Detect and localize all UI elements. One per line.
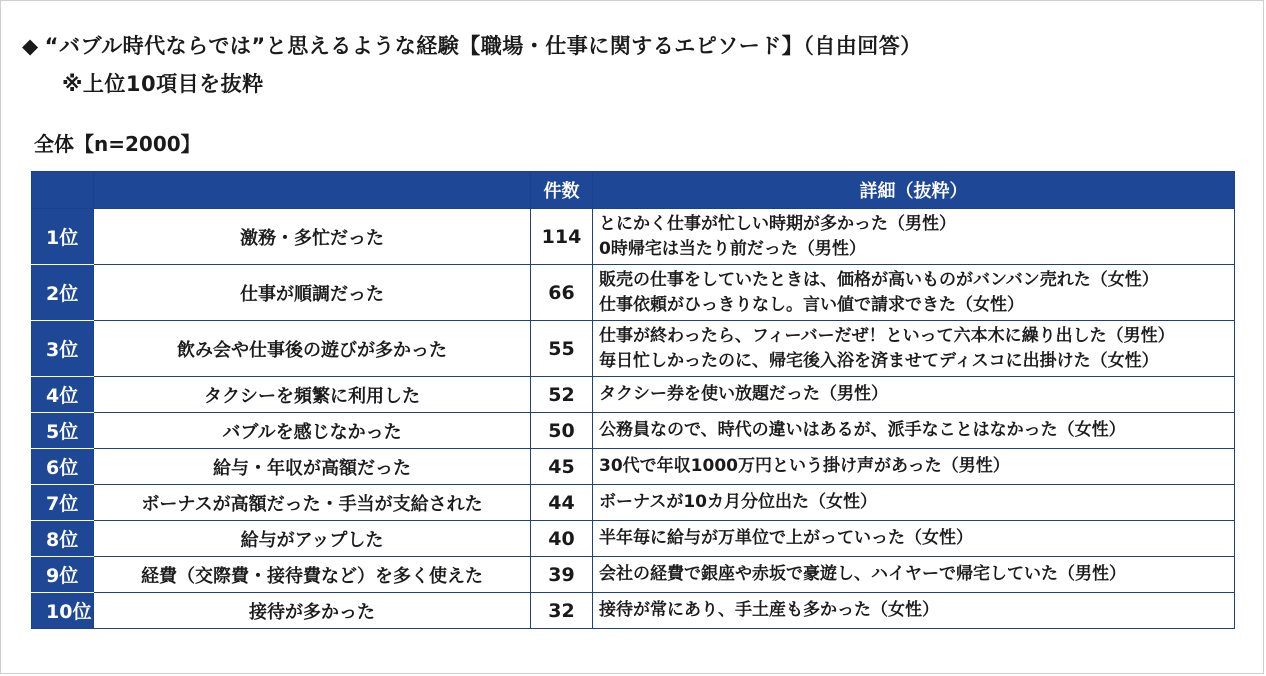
episode-cell: ボーナスが高額だった・手当が支給された [94,485,531,521]
sample-size-label: 全体【n=2000】 [34,132,201,156]
detail-line: 会社の経費で銀座や赤坂で豪遊し、ハイヤーで帰宅していた（男性） [599,564,1126,584]
diamond-bullet-icon: ◆ [22,34,39,58]
count-cell: 55 [531,321,593,377]
detail-cell [593,265,1235,321]
rank-cell: 4位 [32,377,94,413]
rank-cell: 1位 [32,209,94,265]
detail-cell [593,521,1235,557]
rank-cell: 9位 [32,557,94,593]
count-cell: 52 [531,377,593,413]
rank-cell: 3位 [32,321,94,377]
detail-line: ボーナスが10カ月分位出た（女性） [599,492,877,512]
detail-line: タクシー券を使い放題だった（男性） [599,384,888,404]
table-row [32,485,1235,521]
rank-cell: 5位 [32,413,94,449]
title-text: “バブル時代ならでは”と思えるような経験【職場・仕事に関するエピソード】（自由回答） [44,34,922,58]
rank-cell: 8位 [32,521,94,557]
header-detail: 詳細（抜粋） [593,172,1235,209]
header-count: 件数 [531,172,593,209]
count-cell: 40 [531,521,593,557]
detail-line: 接待が常にあり、手土産も多かった（女性） [599,600,939,620]
rank-cell: 10位 [32,593,94,629]
episode-cell: 仕事が順調だった [94,265,531,321]
detail-cell [593,321,1235,377]
table-header-row [32,172,1235,209]
detail-line: 公務員なので、時代の違いはあるが、派手なことはなかった（女性） [599,420,1126,440]
count-cell: 45 [531,449,593,485]
table-row [32,209,1235,265]
episode-cell: 接待が多かった [94,593,531,629]
table-row [32,377,1235,413]
detail-cell [593,557,1235,593]
detail-cell [593,593,1235,629]
detail-cell [593,209,1235,265]
count-cell: 114 [531,209,593,265]
episode-cell: バブルを感じなかった [94,413,531,449]
table-row [32,449,1235,485]
excerpt-note: ※上位10項目を抜粋 [62,72,264,96]
detail-line: 販売の仕事をしていたときは、価格が高いものがバンバン売れた（女性） [599,269,1159,290]
count-cell: 44 [531,485,593,521]
detail-cell [593,377,1235,413]
table-row [32,521,1235,557]
count-cell: 39 [531,557,593,593]
detail-cell [593,485,1235,521]
detail-line: 半年毎に給与が万単位で上がっていった（女性） [599,528,973,548]
count-cell: 50 [531,413,593,449]
episode-cell: 給与がアップした [94,521,531,557]
page-title [22,30,922,60]
detail-line: とにかく仕事が忙しい時期が多かった（男性） [599,213,956,234]
detail-line: 30代で年収1000万円という掛け声があった（男性） [599,456,1010,476]
header-episode [94,172,531,209]
detail-line: 仕事依頼がひっきりなし。言い値で請求できた（女性） [599,294,1024,315]
table-row [32,413,1235,449]
episode-cell: 飲み会や仕事後の遊びが多かった [94,321,531,377]
rank-cell: 7位 [32,485,94,521]
episode-cell: タクシーを頻繁に利用した [94,377,531,413]
rank-cell: 2位 [32,265,94,321]
count-cell: 32 [531,593,593,629]
detail-cell [593,449,1235,485]
detail-line: 毎日忙しかったのに、帰宅後入浴を済ませてディスコに出掛けた（女性） [599,350,1159,371]
ranking-table [31,171,1235,629]
detail-line: 0時帰宅は当たり前だった（男性） [599,238,866,259]
count-cell: 66 [531,265,593,321]
episode-cell: 経費（交際費・接待費など）を多く使えた [94,557,531,593]
rank-cell: 6位 [32,449,94,485]
table-row [32,593,1235,629]
detail-cell [593,413,1235,449]
table-row [32,265,1235,321]
episode-cell: 激務・多忙だった [94,209,531,265]
table-row [32,321,1235,377]
header-rank [32,172,94,209]
episode-cell: 給与・年収が高額だった [94,449,531,485]
table-row [32,557,1235,593]
detail-line: 仕事が終わったら、フィーバーだぜ！といって六本木に繰り出した（男性） [599,325,1175,346]
